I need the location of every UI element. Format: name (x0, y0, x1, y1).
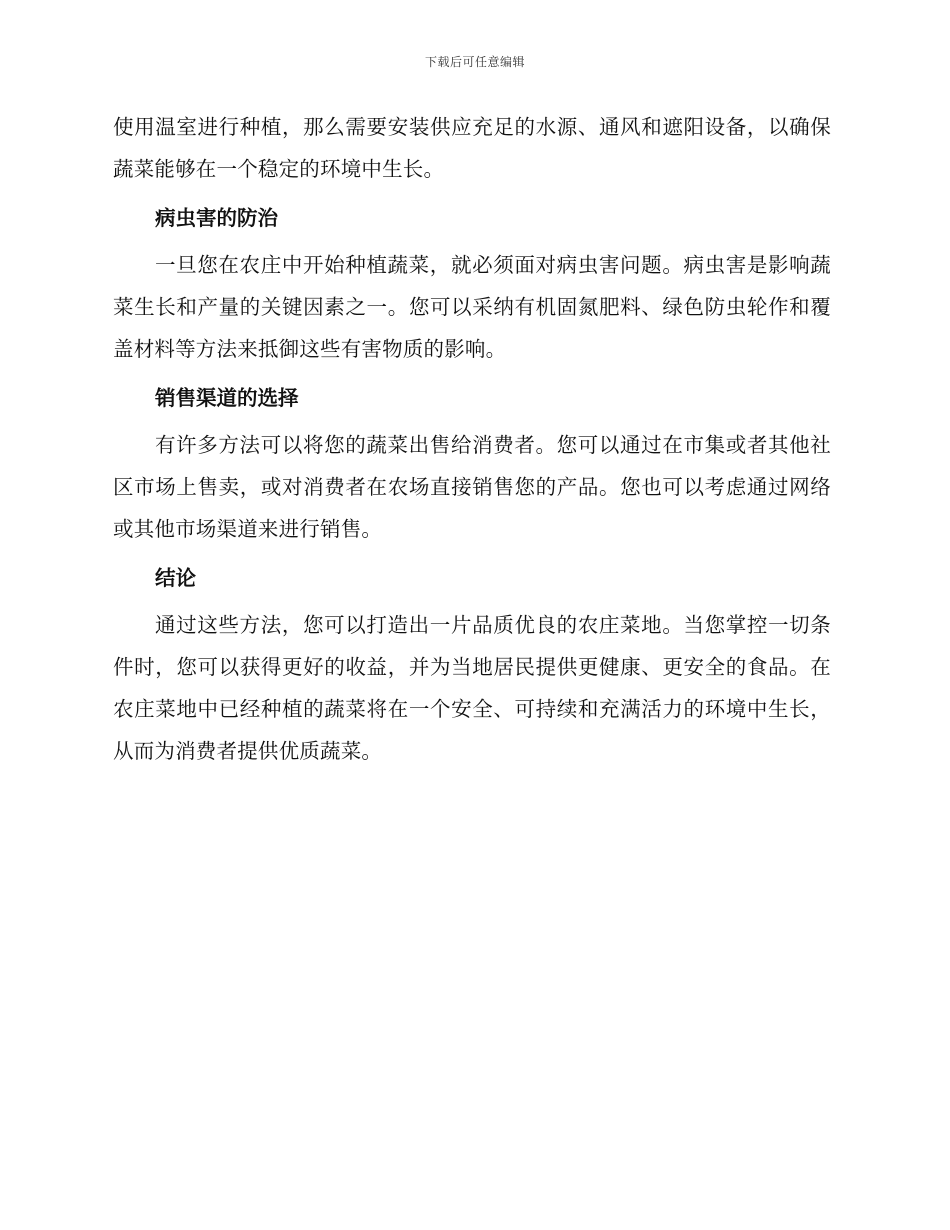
sales-channel-heading: 销售渠道的选择 (155, 386, 299, 410)
sales-channel-paragraph: 有许多方法可以将您的蔬菜出售给消费者。您可以通过在市集或者其他社区市场上售卖，或对消费者在农场直接销售您的产品。您也可以考虑通过网络或其他市场渠道来进行销售。 (113, 433, 831, 541)
page-header: 下载后可任意编辑 (424, 55, 525, 69)
conclusion-paragraph: 通过这些方法，您可以打造出一片品质优良的农庄菜地。当您掌控一切条件时，您可以获得更好的收益，并为当地居民提供更健康、更安全的食品。在农庄菜地中已经种植的蔬菜将在一个安全、可持续和充满活力的环境中生长，从而为消费者提供优质蔬菜。 (113, 613, 831, 763)
pest-control-paragraph: 一旦您在农庄中开始种植蔬菜，就必须面对病虫害问题。病虫害是影响蔬菜生长和产量的关键因素之一。您可以采纳有机固氮肥料、绿色防虫轮作和覆盖材料等方法来抵御这些有害物质的影响。 (113, 253, 831, 361)
pest-control-heading: 病虫害的防治 (155, 206, 278, 230)
document-body (113, 106, 831, 772)
conclusion-heading: 结论 (155, 566, 196, 590)
intro-paragraph: 使用温室进行种植，那么需要安装供应充足的水源、通风和遮阳设备，以确保蔬菜能够在一个稳定的环境中生长。 (113, 115, 831, 181)
